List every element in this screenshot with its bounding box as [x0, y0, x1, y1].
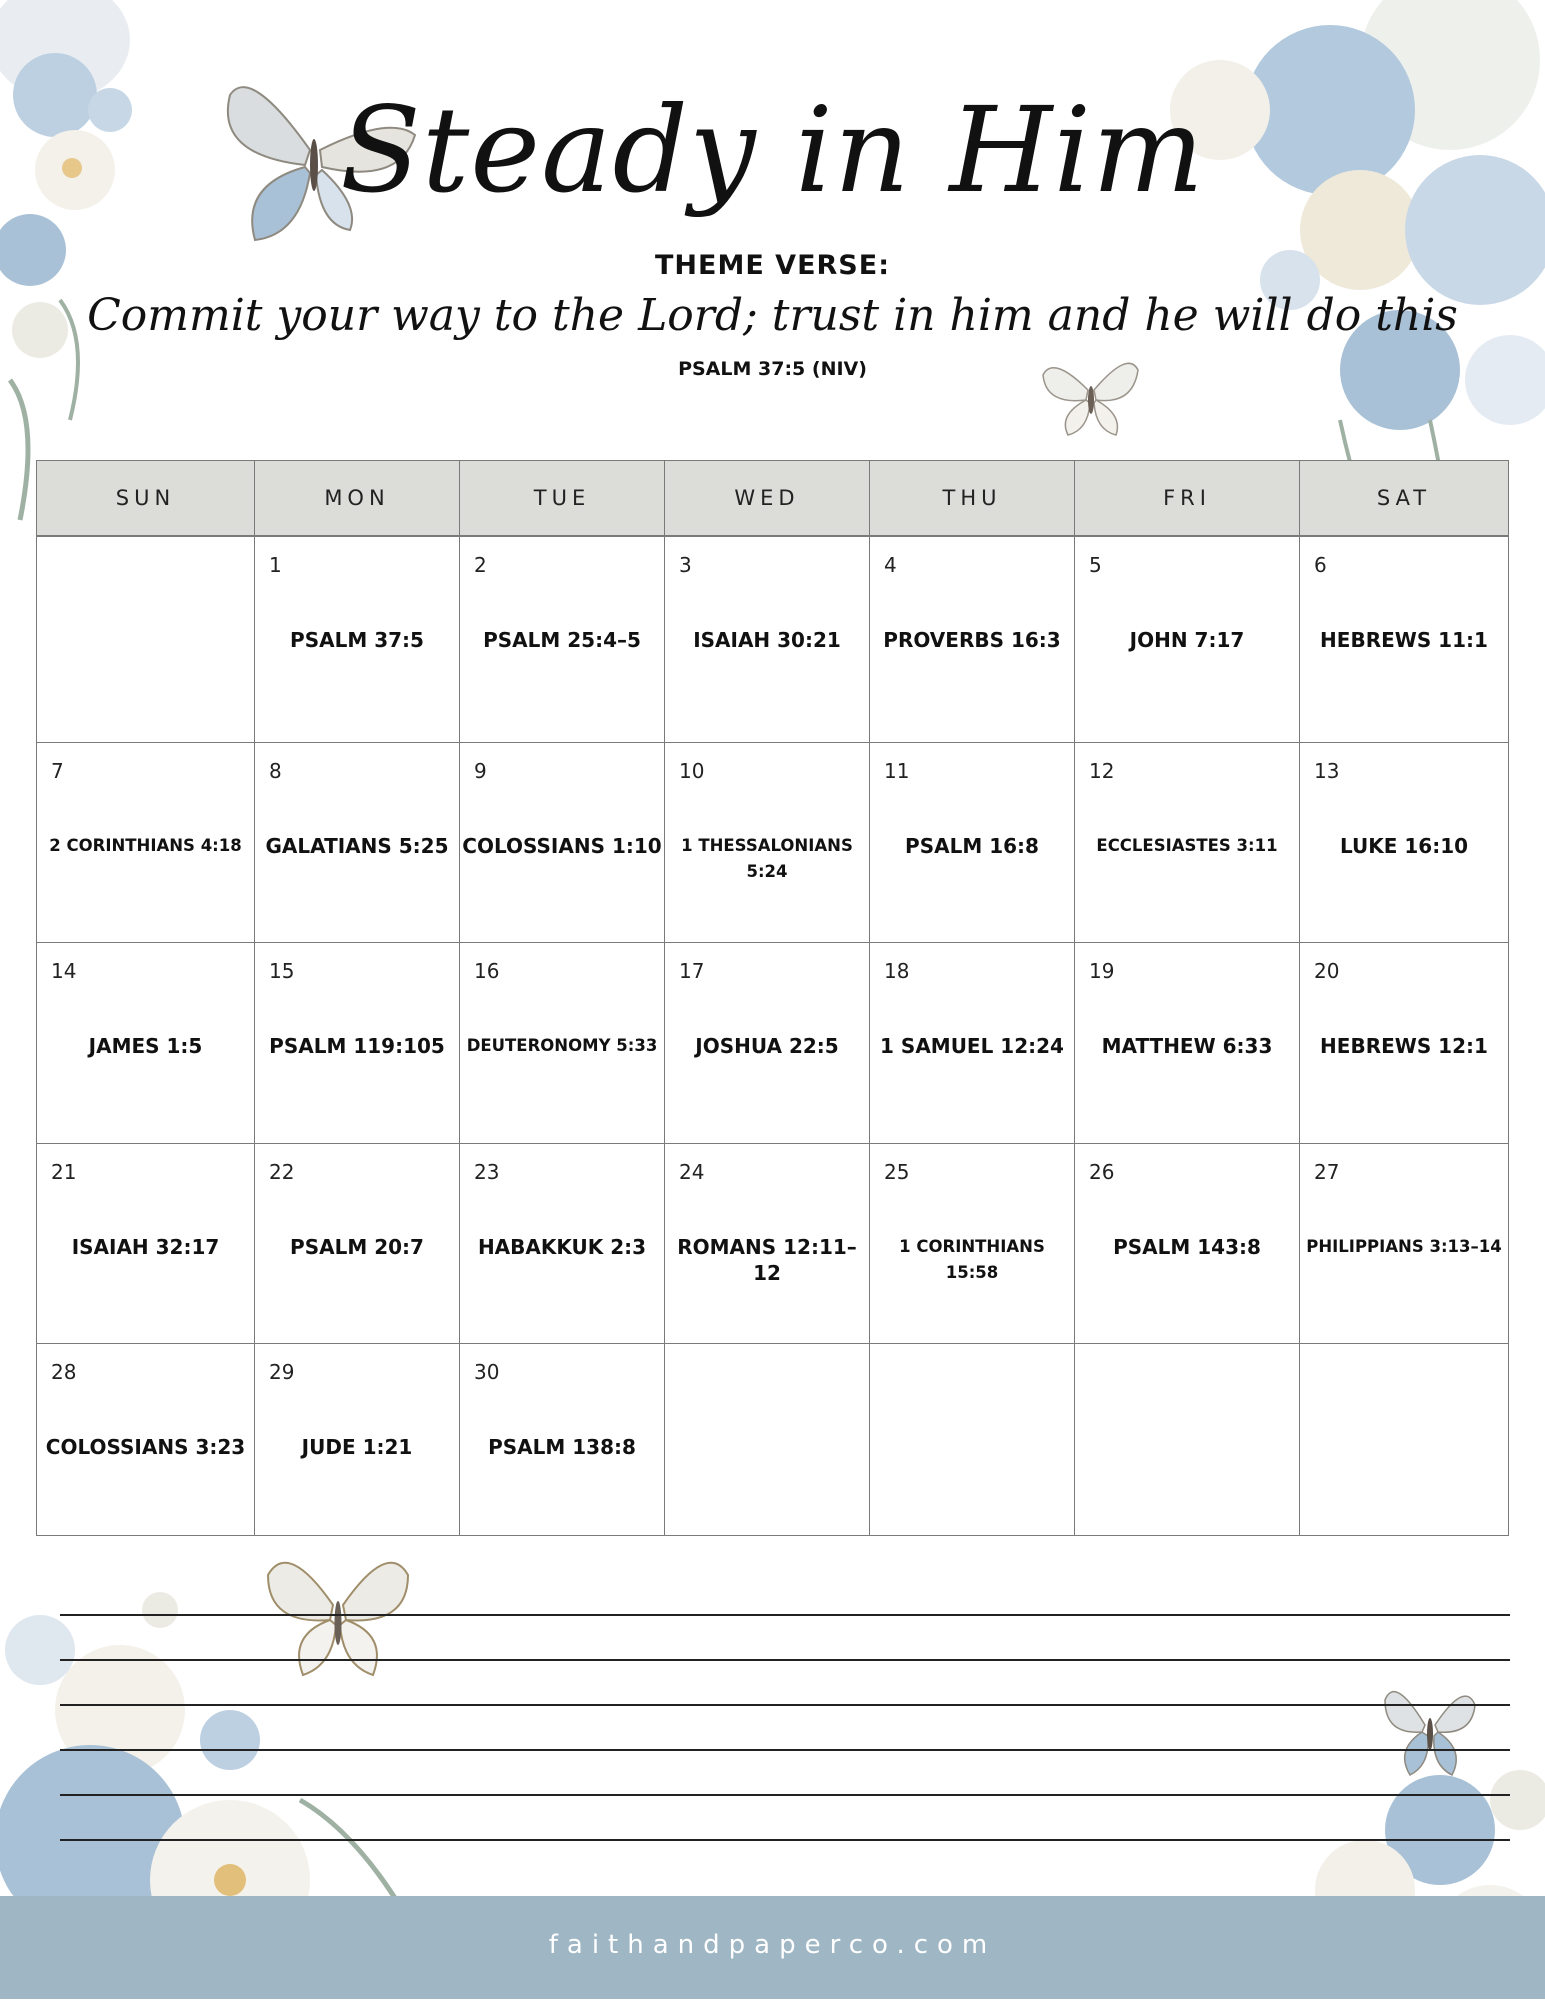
- calendar-day-cell: [1074, 1343, 1300, 1536]
- note-line: [60, 1614, 1510, 1616]
- day-number: 18: [884, 959, 910, 983]
- calendar-day-cell: [254, 536, 460, 743]
- calendar-day-cell: [1074, 742, 1300, 943]
- calendar-day-cell: [1299, 1143, 1509, 1344]
- scripture-reference: HEBREWS 11:1: [1320, 628, 1488, 652]
- weekday-header-2: TUE: [459, 460, 665, 536]
- day-number: 5: [1089, 553, 1102, 577]
- scripture-reference: PHILIPPIANS 3:13–14: [1306, 1237, 1502, 1256]
- note-line: [60, 1839, 1510, 1841]
- day-number: 10: [679, 759, 705, 783]
- day-number: 2: [474, 553, 487, 577]
- calendar-day-cell: [1074, 536, 1300, 743]
- day-number: 29: [269, 1360, 295, 1384]
- calendar-day-cell: [1074, 1143, 1300, 1344]
- scripture-reference: PROVERBS 16:3: [883, 628, 1061, 652]
- butterfly-icon: [258, 1535, 418, 1685]
- scripture-reference: GALATIANS 5:25: [265, 834, 449, 858]
- calendar-day-cell: [869, 742, 1075, 943]
- day-number: 6: [1314, 553, 1327, 577]
- scripture-reference: LUKE 16:10: [1339, 834, 1469, 858]
- calendar-day-cell: [1299, 742, 1509, 943]
- note-line: [60, 1749, 1510, 1751]
- calendar-day-cell: [664, 742, 870, 943]
- scripture-reference: ISAIAH 30:21: [693, 628, 841, 652]
- calendar-day-cell: [869, 1343, 1075, 1536]
- calendar-day-cell: [254, 1143, 460, 1344]
- calendar-day-cell: [254, 1343, 460, 1536]
- scripture-reference: PSALM 119:105: [269, 1034, 445, 1058]
- weekday-header-3: WED: [664, 460, 870, 536]
- calendar-day-cell: [1299, 942, 1509, 1144]
- day-number: 4: [884, 553, 897, 577]
- calendar-day-cell: [1299, 536, 1509, 743]
- note-line: [60, 1794, 1510, 1796]
- day-number: 13: [1314, 759, 1340, 783]
- calendar-day-cell: [254, 742, 460, 943]
- day-number: 27: [1314, 1160, 1340, 1184]
- scripture-reference: JUDE 1:21: [301, 1435, 413, 1459]
- calendar-day-cell: [664, 1343, 870, 1536]
- scripture-reference: PSALM 138:8: [488, 1435, 636, 1459]
- butterfly-icon: [1380, 1670, 1480, 1780]
- theme-verse-label: THEME VERSE:: [655, 250, 890, 281]
- calendar-day-cell: [1299, 1343, 1509, 1536]
- weekday-header-5: FRI: [1074, 460, 1300, 536]
- day-number: 17: [679, 959, 705, 983]
- day-number: 8: [269, 759, 282, 783]
- theme-verse-reference: PSALM 37:5 (NIV): [678, 358, 867, 380]
- footer-website: faithandpaperco.com: [548, 1930, 997, 1960]
- scripture-reference: JOHN 7:17: [1129, 628, 1245, 652]
- day-number: 23: [474, 1160, 500, 1184]
- scripture-reference: DEUTERONOMY 5:33: [466, 1036, 658, 1055]
- calendar-day-cell: [869, 1143, 1075, 1344]
- scripture-reference: PSALM 25:4–5: [483, 628, 641, 652]
- scripture-reference: PSALM 16:8: [905, 834, 1039, 858]
- scripture-reference: PSALM 143:8: [1113, 1235, 1261, 1259]
- calendar-day-cell: [459, 742, 665, 943]
- scripture-reference: 1 THESSALONIANS 5:24: [681, 836, 853, 881]
- calendar-day-cell: [36, 942, 255, 1144]
- day-number: 7: [51, 759, 64, 783]
- scripture-reference: JAMES 1:5: [88, 1034, 203, 1058]
- note-line: [60, 1659, 1510, 1661]
- calendar-day-cell: [664, 536, 870, 743]
- scripture-reference: HABAKKUK 2:3: [477, 1235, 647, 1259]
- scripture-reference: COLOSSIANS 3:23: [45, 1435, 246, 1459]
- scripture-reference: 1 CORINTHIANS 15:58: [899, 1237, 1045, 1282]
- calendar-day-cell: [36, 536, 255, 743]
- day-number: 20: [1314, 959, 1340, 983]
- day-number: 21: [51, 1160, 77, 1184]
- scripture-reference: 2 CORINTHIANS 4:18: [49, 836, 242, 855]
- scripture-reference: COLOSSIANS 1:10: [462, 834, 662, 858]
- calendar-day-cell: [36, 1343, 255, 1536]
- day-number: 9: [474, 759, 487, 783]
- day-number: 16: [474, 959, 500, 983]
- day-number: 25: [884, 1160, 910, 1184]
- weekday-header-1: MON: [254, 460, 460, 536]
- scripture-reference: PSALM 37:5: [290, 628, 424, 652]
- day-number: 24: [679, 1160, 705, 1184]
- day-number: 12: [1089, 759, 1115, 783]
- calendar-day-cell: [36, 742, 255, 943]
- calendar-day-cell: [869, 536, 1075, 743]
- calendar-day-cell: [459, 536, 665, 743]
- day-number: 11: [884, 759, 910, 783]
- calendar-day-cell: [869, 942, 1075, 1144]
- scripture-reference: ECCLESIASTES 3:11: [1096, 836, 1278, 855]
- day-number: 30: [474, 1360, 500, 1384]
- scripture-reference: HEBREWS 12:1: [1320, 1034, 1488, 1058]
- scripture-reference: MATTHEW 6:33: [1101, 1034, 1273, 1058]
- weekday-header-6: SAT: [1299, 460, 1509, 536]
- theme-verse-text: Commit your way to the Lord; trust in him and he will do this: [87, 290, 1458, 341]
- day-number: 22: [269, 1160, 295, 1184]
- day-number: 19: [1089, 959, 1115, 983]
- scripture-reference: ROMANS 12:11–12: [677, 1235, 857, 1285]
- calendar-day-cell: [459, 1343, 665, 1536]
- day-number: 28: [51, 1360, 77, 1384]
- note-line: [60, 1704, 1510, 1706]
- scripture-reference: ISAIAH 32:17: [71, 1235, 220, 1259]
- page-title: Steady in Him: [340, 81, 1205, 219]
- day-number: 26: [1089, 1160, 1115, 1184]
- calendar-day-cell: [459, 1143, 665, 1344]
- day-number: 3: [679, 553, 692, 577]
- calendar-day-cell: [254, 942, 460, 1144]
- scripture-reference: JOSHUA 22:5: [695, 1034, 839, 1058]
- calendar-day-cell: [36, 1143, 255, 1344]
- scripture-reference: 1 SAMUEL 12:24: [880, 1034, 1064, 1058]
- weekday-header-0: SUN: [36, 460, 255, 536]
- day-number: 14: [51, 959, 77, 983]
- weekday-header-4: THU: [869, 460, 1075, 536]
- day-number: 15: [269, 959, 295, 983]
- calendar-day-cell: [459, 942, 665, 1144]
- day-number: 1: [269, 553, 282, 577]
- calendar-day-cell: [664, 1143, 870, 1344]
- scripture-reference: PSALM 20:7: [290, 1235, 424, 1259]
- calendar-day-cell: [1074, 942, 1300, 1144]
- calendar-day-cell: [664, 942, 870, 1144]
